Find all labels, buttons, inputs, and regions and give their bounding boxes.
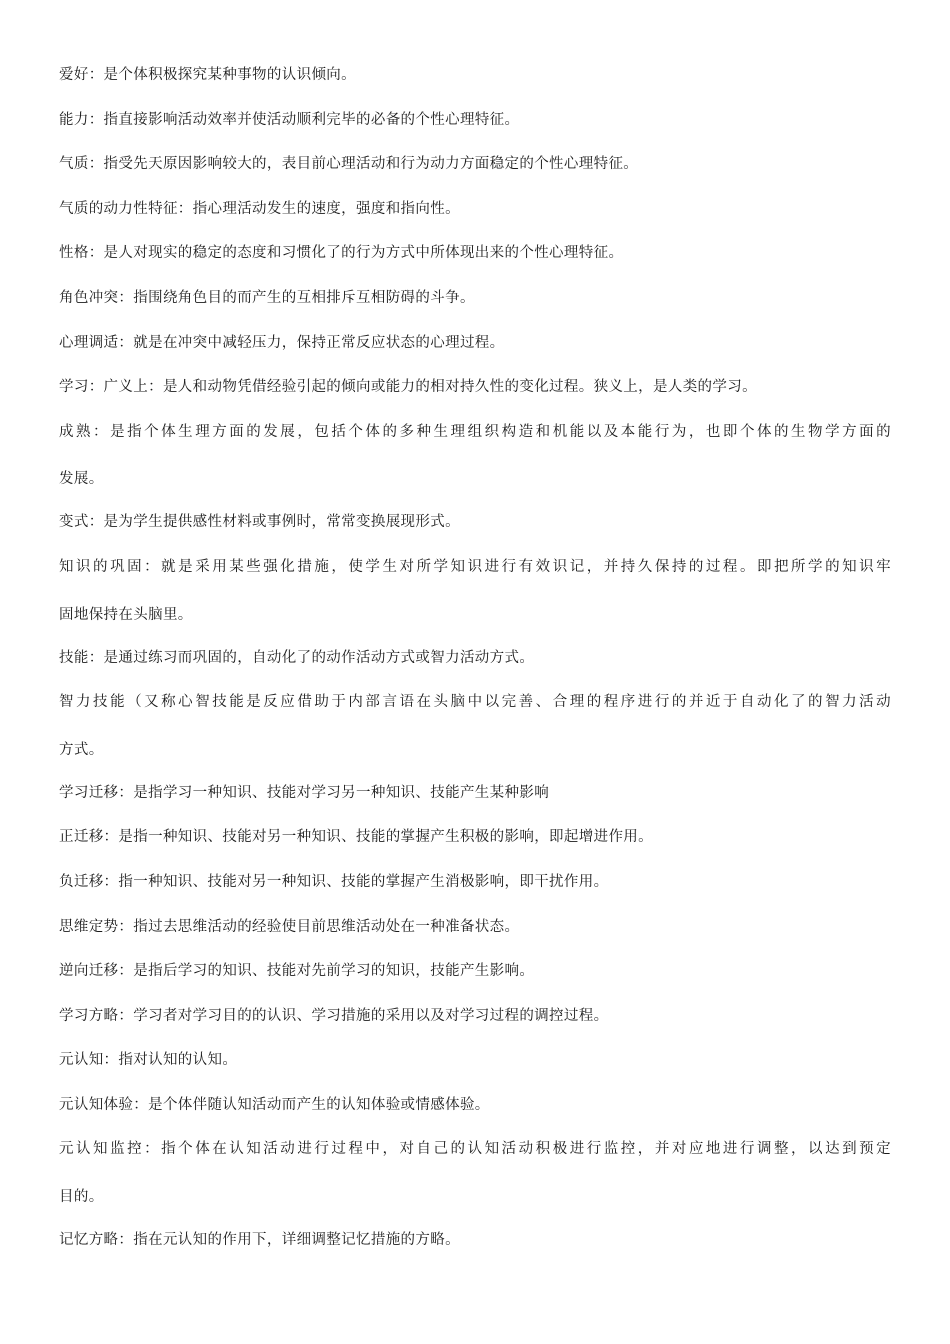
definition-yuanrenzhi-tiyan: 元认知体验：是个体伴随认知活动而产生的认知体验或情感体验。 xyxy=(59,1096,490,1113)
definition-chengshu-line2: 发展。 xyxy=(59,471,104,488)
definition-xuexi-fanglue: 学习方略：学习者对学习目的的认识、学习措施的采用以及对学习过程的调控过程。 xyxy=(59,1007,609,1024)
definition-zhishi-gonggu-line2: 固地保持在头脑里。 xyxy=(59,606,193,623)
definition-aihao: 爱好：是个体积极探究某种事物的认识倾向。 xyxy=(59,67,356,83)
definition-qizhi-dongli: 气质的动力性特征：指心理活动发生的速度，强度和指向性。 xyxy=(59,200,460,217)
definition-xinli-tiaoshi: 心理调适：就是在冲突中减轻压力，保持正常反应状态的心理过程。 xyxy=(59,334,505,351)
definition-siwei-dingshi: 思维定势：指过去思维活动的经验使目前思维活动处在一种准备状态。 xyxy=(59,918,520,935)
definition-yuanrenzhi-jiankong-line2: 目的。 xyxy=(59,1189,104,1206)
definition-yuanrenzhi: 元认知：指对认知的认知。 xyxy=(59,1052,238,1069)
definition-xuexi-qianyi: 学习迁移：是指学习一种知识、技能对学习另一种知识、技能产生某种影响 xyxy=(59,784,550,801)
definition-fu-qianyi: 负迁移：指一种知识、技能对另一种知识、技能的掌握产生消极影响，即干扰作用。 xyxy=(59,873,609,890)
definition-zheng-qianyi: 正迁移：是指一种知识、技能对另一种知识、技能的掌握产生积极的影响，即起增进作用。 xyxy=(59,829,653,846)
definition-xingge: 性格：是人对现实的稳定的态度和习惯化了的行为方式中所体现出来的个性心理特征。 xyxy=(59,245,624,262)
definition-jineng: 技能：是通过练习而巩固的，自动化了的动作活动方式或智力活动方式。 xyxy=(59,649,535,666)
definition-nengli: 能力：指直接影响活动效率并使活动顺利完毕的必备的个性心理特征。 xyxy=(59,111,520,128)
definition-zhili-jineng-line2: 方式。 xyxy=(59,741,104,758)
definition-zhishi-gonggu xyxy=(59,554,891,645)
definition-qizhi: 气质：指受先天原因影响较大的，表目前心理活动和行为动力方面稳定的个性心理特征。 xyxy=(59,156,639,173)
definition-juese-chongtu: 角色冲突：指围绕角色目的而产生的互相排斥互相防碍的斗争。 xyxy=(59,289,475,306)
definition-bianshi: 变式：是为学生提供感性材料或事例时，常常变换展现形式。 xyxy=(59,514,460,531)
definition-list xyxy=(59,62,891,1272)
definition-nixiang-qianyi: 逆向迁移：是指后学习的知识、技能对先前学习的知识，技能产生影响。 xyxy=(59,963,535,980)
definition-zhili-jineng xyxy=(59,689,891,780)
definition-xuexi: 学习：广义上：是人和动物凭借经验引起的倾向或能力的相对持久性的变化过程。狭义上，是人类的学习。 xyxy=(59,379,757,396)
definition-jiyi-fanglue: 记忆方略：指在元认知的作用下，详细调整记忆措施的方略。 xyxy=(59,1232,460,1249)
definition-chengshu-line1: 成熟：是指个体生理方面的发展，包括个体的多种生理组织构造和机能以及本能行为，也即个体的生物学方面的 xyxy=(59,423,891,440)
definition-yuanrenzhi-jiankong xyxy=(59,1136,891,1227)
definition-chengshu xyxy=(59,419,891,510)
definition-zhishi-gonggu-line1: 知识的巩固：就是采用某些强化措施，使学生对所学知识进行有效识记，并持久保持的过程。即把所学的知识牢 xyxy=(59,558,891,575)
definition-zhili-jineng-line1: 智力技能（又称心智技能是反应借助于内部言语在头脑中以完善、合理的程序进行的并近于自动化了的智力活动 xyxy=(59,694,891,711)
definition-yuanrenzhi-jiankong-line1: 元认知监控：指个体在认知活动进行过程中，对自己的认知活动积极进行监控，并对应地进行调整，以达到预定 xyxy=(59,1141,891,1158)
